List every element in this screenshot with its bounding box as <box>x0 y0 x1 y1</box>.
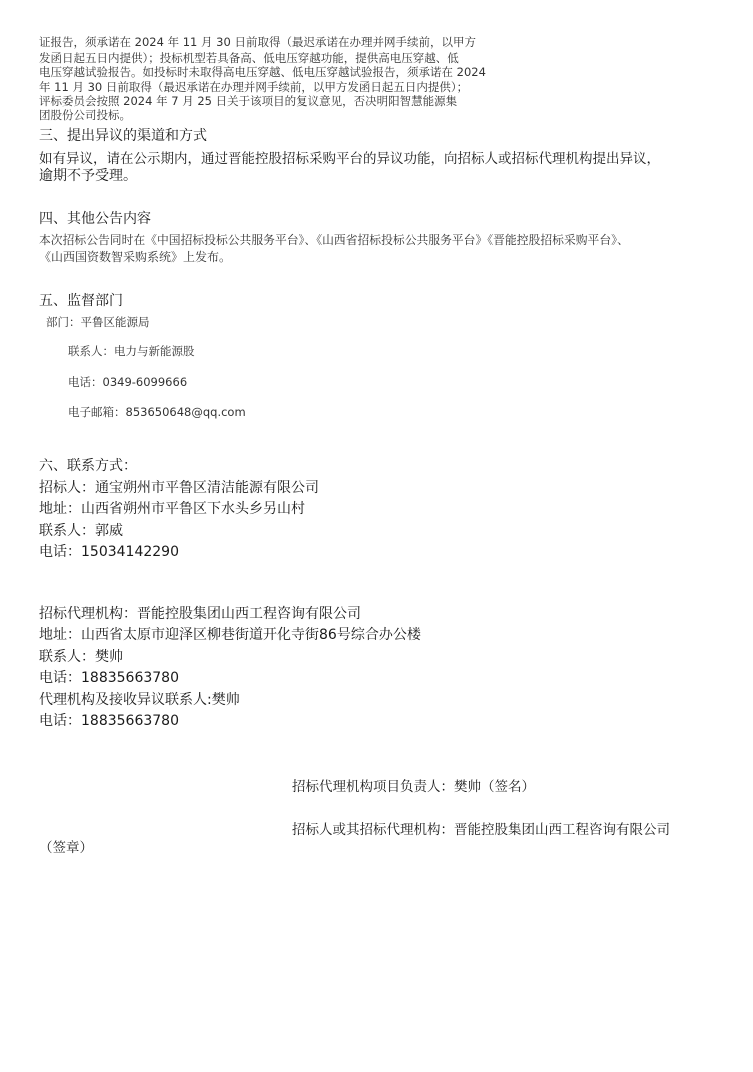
agent-phone: 电话：18835663780 <box>39 670 179 686</box>
intro-line-5: 评标委员会按照 2024 年 7 月 25 日关于该项目的复议意见，否决明阳智慧能源集 <box>39 94 458 108</box>
supervision-department: 部门：平鲁区能源局 <box>46 315 150 329</box>
signature-seal: （签章） <box>39 840 93 856</box>
signature-project-lead: 招标代理机构项目负责人：樊帅（签名） <box>292 779 535 795</box>
tenderer-address: 地址：山西省朔州市平鲁区下水头乡另山村 <box>39 501 305 517</box>
section3-heading: 三、提出异议的渠道和方式 <box>39 128 207 144</box>
agent-address: 地址：山西省太原市迎泽区柳巷街道开化寺街86号综合办公楼 <box>39 627 421 643</box>
section4-body-line1: 本次招标公告同时在《中国招标投标公共服务平台》、《山西省招标投标公共服务平台》《晋能控股招标采购平台》、 <box>39 233 629 247</box>
intro-line-3: 电压穿越试验报告。如投标时未取得高电压穿越、低电压穿越试验报告，须承诺在 2024 <box>39 65 486 79</box>
tenderer-contact: 联系人：郭威 <box>39 523 123 539</box>
supervision-contact: 联系人：电力与新能源股 <box>68 344 195 358</box>
agent-name: 招标代理机构：晋能控股集团山西工程咨询有限公司 <box>39 606 361 622</box>
section4-heading: 四、其他公告内容 <box>39 211 151 227</box>
intro-line-1: 证报告，须承诺在 2024 年 11 月 30 日前取得（最迟承诺在办理并网手续前，以甲方 <box>39 35 476 49</box>
section3-body-line2: 逾期不予受理。 <box>39 168 137 184</box>
tenderer-name: 招标人：通宝朔州市平鲁区清洁能源有限公司 <box>39 480 319 496</box>
tenderer-phone: 电话：15034142290 <box>39 544 179 560</box>
signature-organization: 招标人或其招标代理机构：晋能控股集团山西工程咨询有限公司 <box>292 822 670 838</box>
section4-body-line2: 《山西国资数智采购系统》上发布。 <box>39 250 232 264</box>
agent-contact: 联系人：樊帅 <box>39 649 123 665</box>
intro-line-2: 发函日起五日内提供）；投标机型若具备高、低电压穿越功能，提供高电压穿越、低 <box>39 51 459 65</box>
objection-phone: 电话：18835663780 <box>39 713 179 729</box>
section5-heading: 五、监督部门 <box>39 293 123 309</box>
supervision-phone: 电话：0349-6099666 <box>68 375 188 389</box>
intro-line-6: 团股份公司投标。 <box>39 108 131 122</box>
section3-body-line1: 如有异议，请在公示期内，通过晋能控股招标采购平台的异议功能，向招标人或招标代理机构提出异议， <box>39 151 660 167</box>
supervision-email: 电子邮箱：853650648@qq.com <box>68 405 246 419</box>
section6-heading: 六、联系方式： <box>39 458 137 474</box>
intro-line-4: 年 11 月 30 日前取得（最迟承诺在办理并网手续前，以甲方发函日起五日内提供）； <box>39 80 469 94</box>
objection-contact: 代理机构及接收异议联系人:樊帅 <box>39 692 240 708</box>
